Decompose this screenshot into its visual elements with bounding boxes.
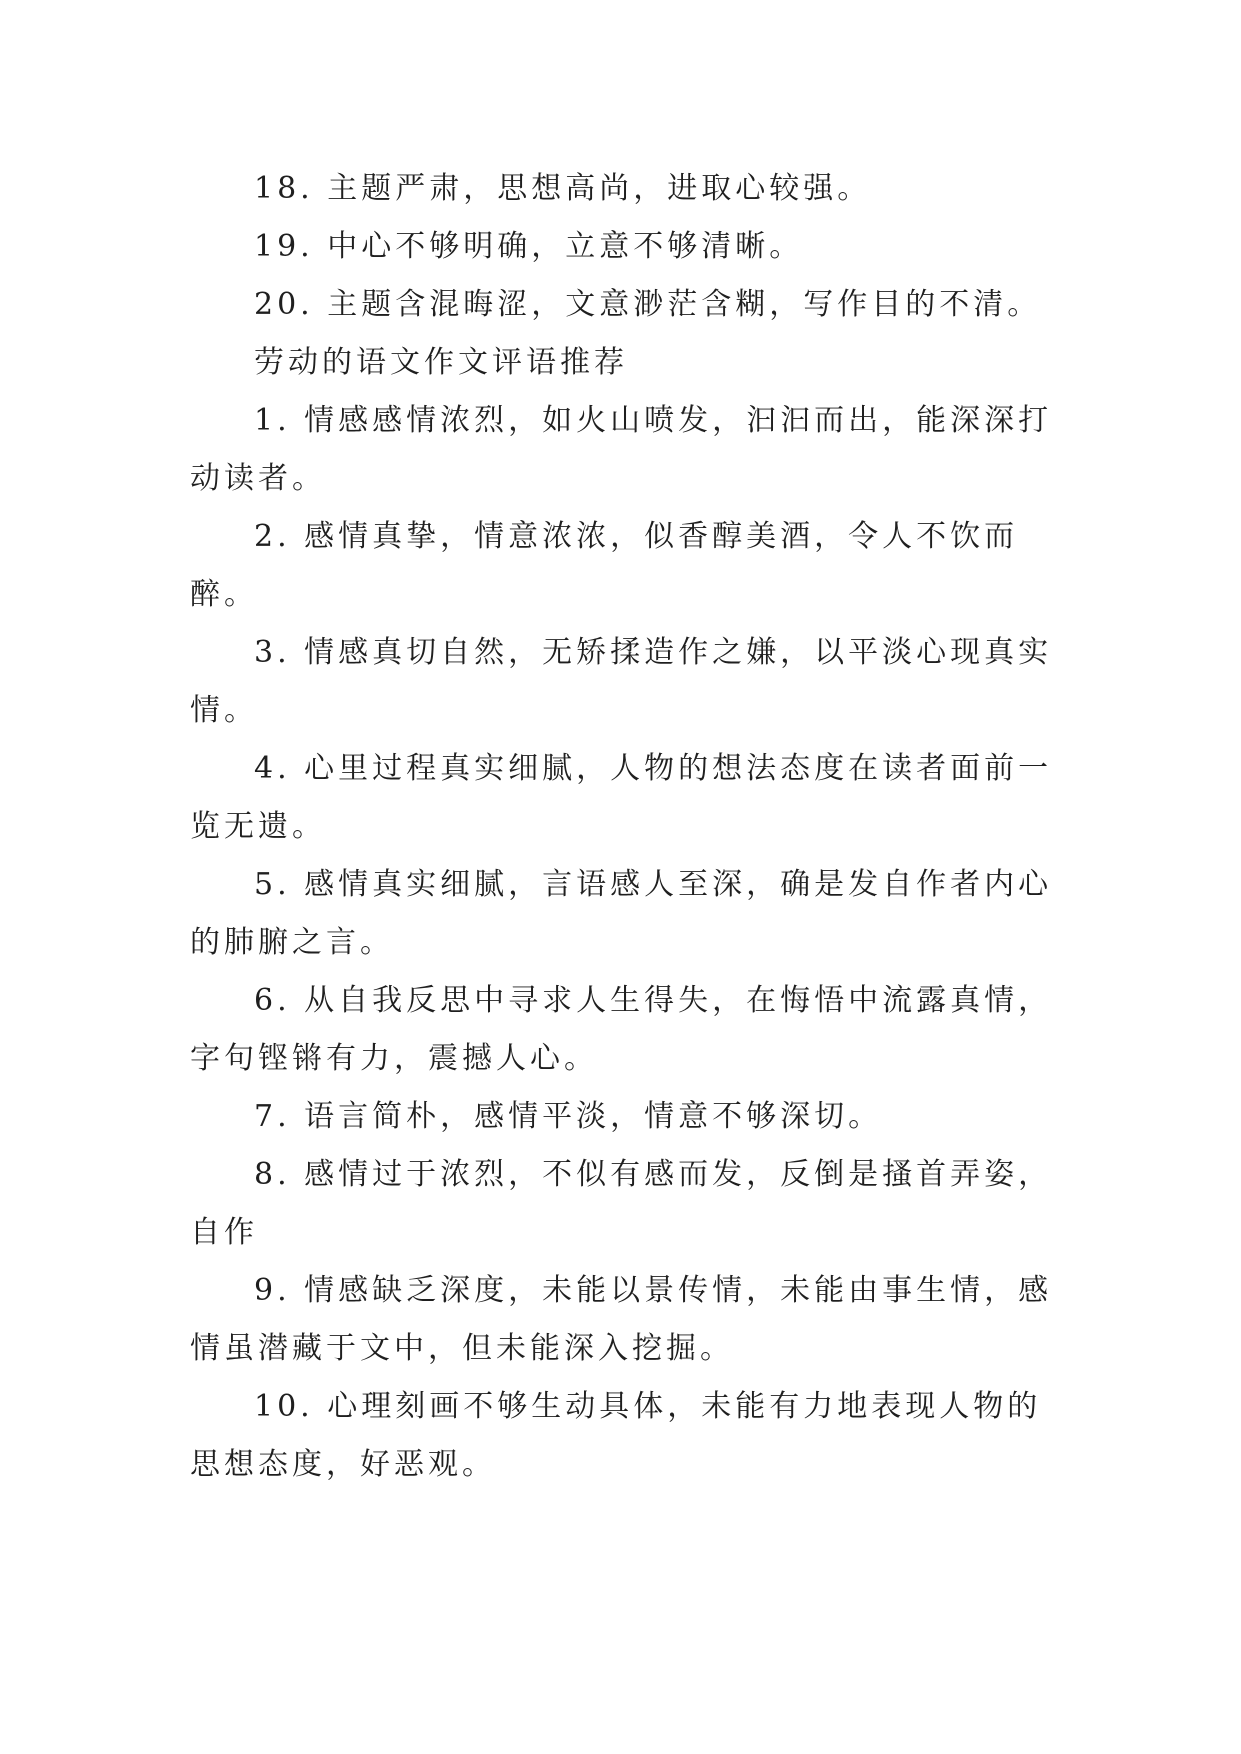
paragraph-4: 4. 心里过程真实细腻，人物的想法态度在读者面前一览无遗。	[190, 751, 1053, 844]
paragraph-9: 9. 情感缺乏深度，未能以景传情，未能由事生情，感情虽潜藏于文中，但未能深入挖掘。	[190, 1273, 1053, 1366]
paragraph-1: 1. 情感感情浓烈，如火山喷发，汩汩而出，能深深打动读者。	[190, 403, 1053, 496]
paragraph-6: 6. 从自我反思中寻求人生得失，在悔悟中流露真情，字句铿锵有力，震撼人心。	[190, 983, 1053, 1076]
paragraph-10: 10. 心理刻画不够生动具体，未能有力地表现人物的思想态度，好恶观。	[190, 1389, 1042, 1482]
paragraph-8: 8. 感情过于浓烈，不似有感而发，反倒是搔首弄姿，自作	[190, 1157, 1053, 1250]
paragraph-20: 20. 主题含混晦涩，文意渺茫含糊，写作目的不清。	[254, 287, 1042, 322]
paragraph-18: 18. 主题严肃，思想高尚，进取心较强。	[254, 171, 872, 206]
paragraph-19: 19. 中心不够明确，立意不够清晰。	[254, 229, 804, 264]
paragraph-7: 7. 语言简朴，感情平淡，情意不够深切。	[254, 1099, 883, 1134]
document-body	[190, 160, 1070, 1494]
paragraph-2: 2. 感情真挚，情意浓浓，似香醇美酒，令人不饮而醉。	[190, 519, 1019, 612]
paragraph-5: 5. 感情真实细腻，言语感人至深，确是发自作者内心的肺腑之言。	[190, 867, 1053, 960]
paragraph-3: 3. 情感真切自然，无矫揉造作之嫌，以平淡心现真实情。	[190, 635, 1053, 728]
section-heading: 劳动的语文作文评语推荐	[254, 345, 628, 380]
